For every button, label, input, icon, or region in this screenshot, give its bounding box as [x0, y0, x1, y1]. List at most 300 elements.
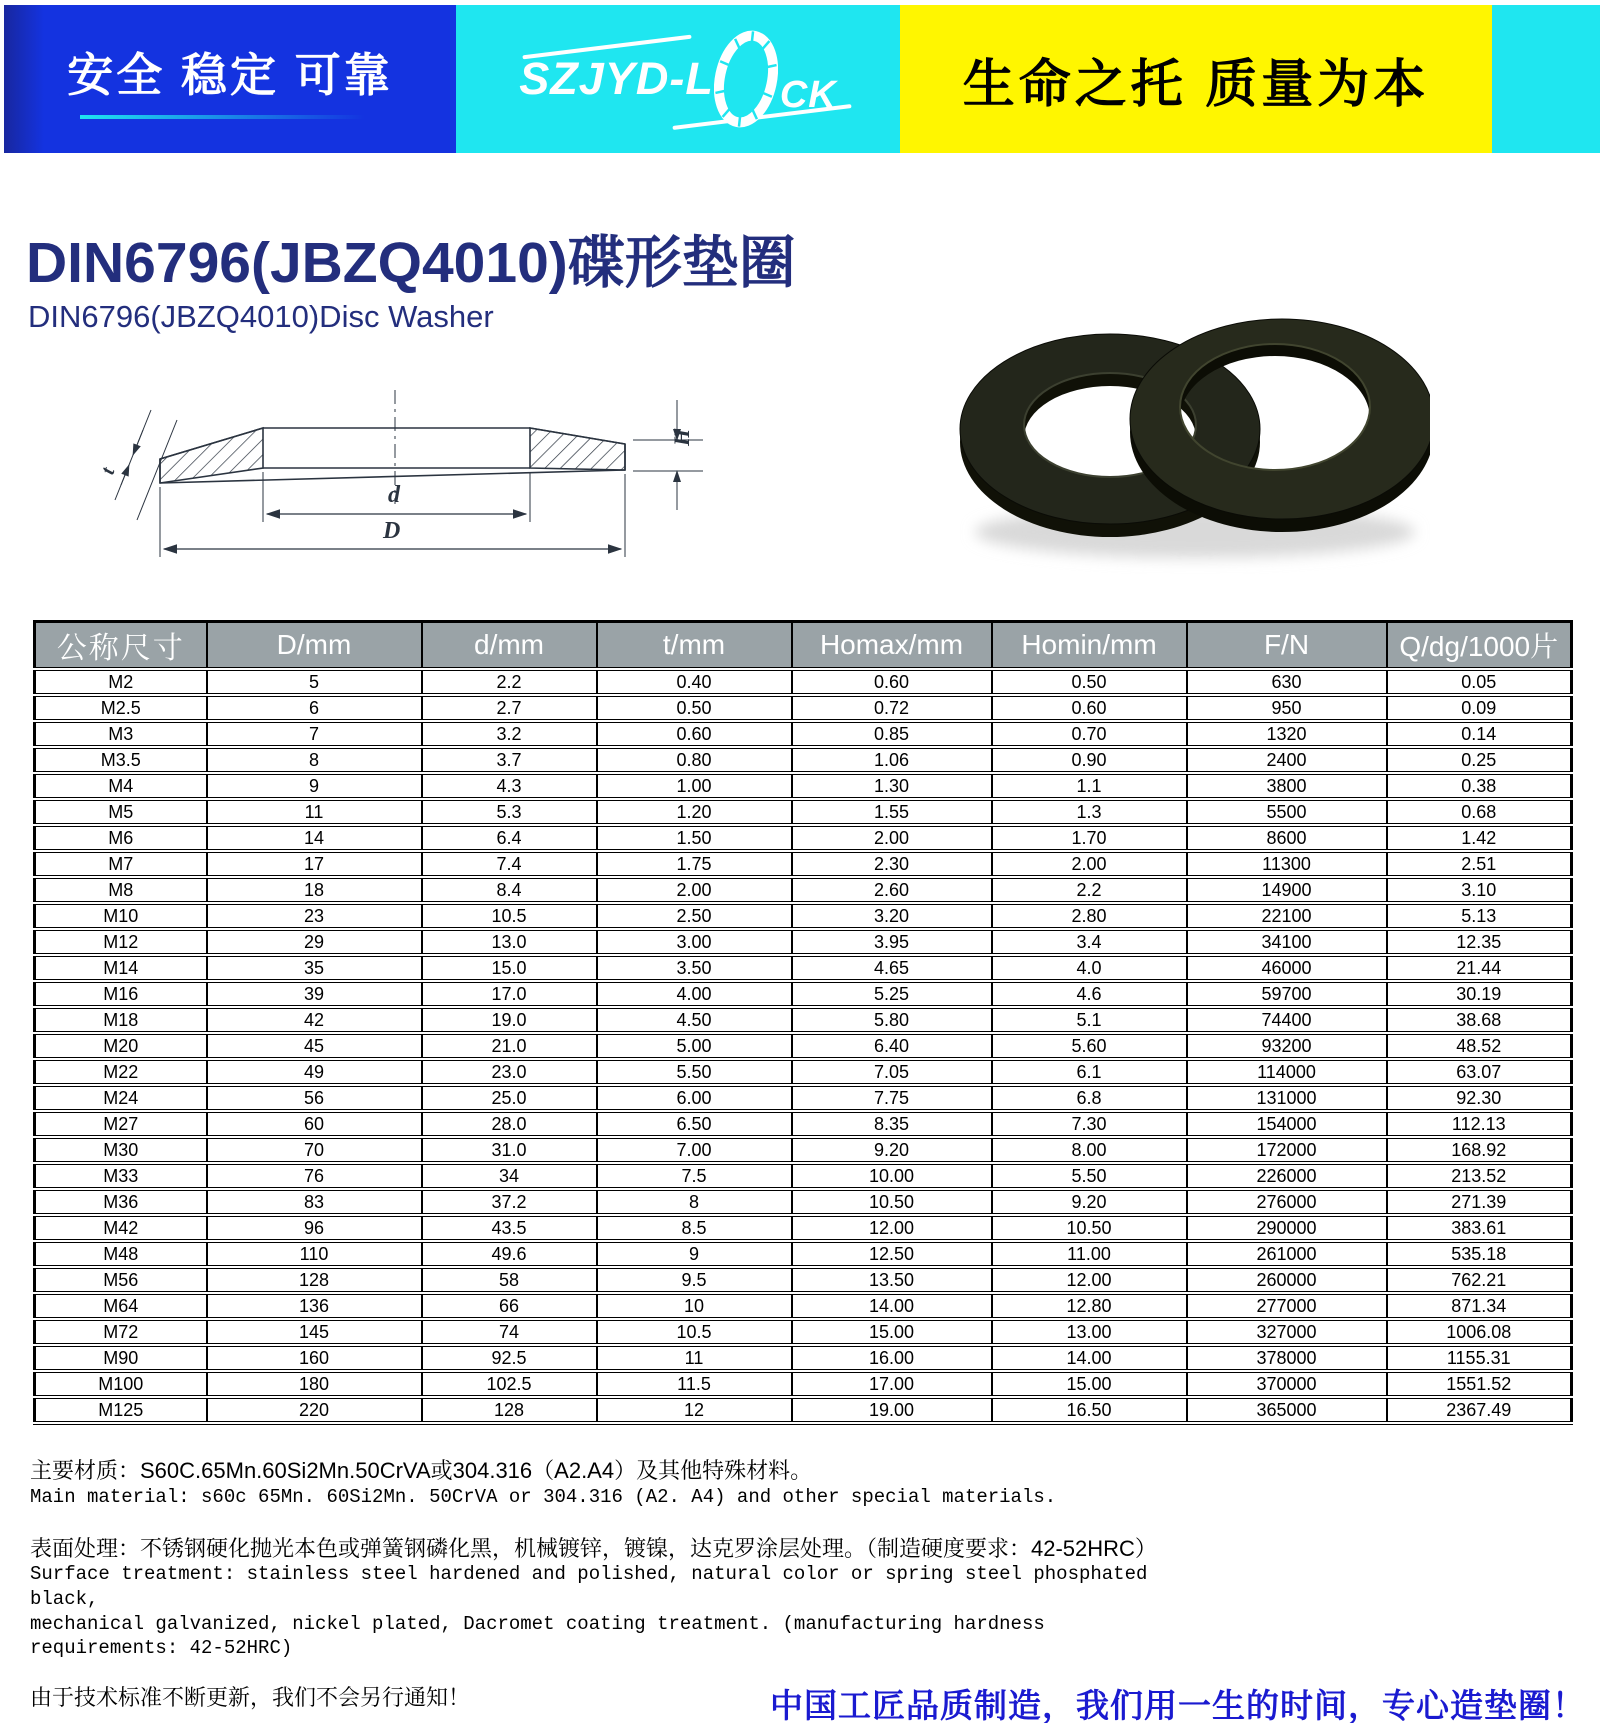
- table-cell: 76: [207, 1163, 422, 1189]
- table-cell: 21.44: [1387, 955, 1572, 981]
- table-row: [35, 1059, 1572, 1085]
- table-cell: 0.09: [1387, 695, 1572, 721]
- footer-slogan: 中国工匠品质制造，我们用一生的时间，专心造垫圈！: [770, 1687, 1586, 1723]
- table-cell: 0.60: [992, 695, 1187, 721]
- table-cell: 0.14: [1387, 721, 1572, 747]
- table-cell: 10: [597, 1293, 792, 1319]
- table-cell: 2367.49: [1387, 1397, 1572, 1423]
- table-cell: 93200: [1187, 1033, 1387, 1059]
- table-cell: 19.0: [422, 1007, 597, 1033]
- table-cell: 172000: [1187, 1137, 1387, 1163]
- table-cell: 5.60: [992, 1033, 1187, 1059]
- table-cell: 2.7: [422, 695, 597, 721]
- title-block: [26, 231, 796, 335]
- table-cell: M4: [35, 773, 207, 799]
- table-cell: 102.5: [422, 1371, 597, 1397]
- table-cell: 11: [207, 799, 422, 825]
- table-cell: 43.5: [422, 1215, 597, 1241]
- table-cell: 950: [1187, 695, 1387, 721]
- table-cell: 10.5: [422, 903, 597, 929]
- page-title-cn: DIN6796(JBZQ4010)碟形垫圈: [26, 231, 796, 295]
- table-cell: 0.40: [597, 669, 792, 695]
- table-row: [35, 1111, 1572, 1137]
- logo-text-right: CK: [779, 74, 837, 116]
- table-row: [35, 929, 1572, 955]
- table-cell: 6.1: [992, 1059, 1187, 1085]
- table-cell: 5: [207, 669, 422, 695]
- table-cell: 38.68: [1387, 1007, 1572, 1033]
- table-cell: M100: [35, 1371, 207, 1397]
- table-cell: 378000: [1187, 1345, 1387, 1371]
- table-row: [35, 1189, 1572, 1215]
- table-cell: 42: [207, 1007, 422, 1033]
- table-cell: 49.6: [422, 1241, 597, 1267]
- table-cell: 56: [207, 1085, 422, 1111]
- table-cell: 277000: [1187, 1293, 1387, 1319]
- table-cell: 3.4: [992, 929, 1187, 955]
- table-cell: 327000: [1187, 1319, 1387, 1345]
- table-cell: M7: [35, 851, 207, 877]
- dim-label-d: d: [388, 482, 400, 508]
- washer-icon: [714, 27, 778, 131]
- table-cell: 1.06: [792, 747, 992, 773]
- note-surface-cn: 表面处理：不锈钢硬化抛光本色或弹簧钢磷化黑，机械镀锌，镀镍，达克罗涂层处理。（制造硬度要求：42-52HRC）: [30, 1535, 1157, 1561]
- table-row: [35, 1007, 1572, 1033]
- table-cell: 0.38: [1387, 773, 1572, 799]
- table-cell: 10.5: [597, 1319, 792, 1345]
- table-cell: 5.3: [422, 799, 597, 825]
- table-cell: 6.8: [992, 1085, 1187, 1111]
- table-cell: M90: [35, 1345, 207, 1371]
- table-row: [35, 1137, 1572, 1163]
- table-cell: 12.00: [792, 1215, 992, 1241]
- table-cell: 17.0: [422, 981, 597, 1007]
- table-cell: 1551.52: [1387, 1371, 1572, 1397]
- table-cell: 112.13: [1387, 1111, 1572, 1137]
- table-cell: 11.5: [597, 1371, 792, 1397]
- table-cell: 17: [207, 851, 422, 877]
- table-cell: 17.00: [792, 1371, 992, 1397]
- table-cell: M42: [35, 1215, 207, 1241]
- table-cell: 11.00: [992, 1241, 1187, 1267]
- table-cell: 15.0: [422, 955, 597, 981]
- table-cell: 290000: [1187, 1215, 1387, 1241]
- table-cell: 1.20: [597, 799, 792, 825]
- note-surface-en2: mechanical galvanized, nickel plated, Dacromet coating treatment. (manufacturing hardness requirements: 42-52HRC): [30, 1612, 1045, 1660]
- table-cell: 10.00: [792, 1163, 992, 1189]
- table-cell: 2.50: [597, 903, 792, 929]
- table-row: [35, 825, 1572, 851]
- table-cell: 1320: [1187, 721, 1387, 747]
- table-cell: 0.68: [1387, 799, 1572, 825]
- table-cell: 5500: [1187, 799, 1387, 825]
- table-cell: 6: [207, 695, 422, 721]
- table-cell: 365000: [1187, 1397, 1387, 1423]
- table-cell: 2.00: [597, 877, 792, 903]
- table-cell: 0.90: [992, 747, 1187, 773]
- table-cell: 3.2: [422, 721, 597, 747]
- table-cell: 13.50: [792, 1267, 992, 1293]
- table-cell: 83: [207, 1189, 422, 1215]
- table-cell: M20: [35, 1033, 207, 1059]
- table-cell: 10.50: [992, 1215, 1187, 1241]
- table-cell: 28.0: [422, 1111, 597, 1137]
- table-cell: 14900: [1187, 877, 1387, 903]
- table-cell: 9: [597, 1241, 792, 1267]
- column-header: d/mm: [422, 622, 597, 670]
- table-cell: 39: [207, 981, 422, 1007]
- table-cell: 92.30: [1387, 1085, 1572, 1111]
- table-cell: 18: [207, 877, 422, 903]
- table-cell: 92.5: [422, 1345, 597, 1371]
- table-cell: 3.20: [792, 903, 992, 929]
- table-cell: 1.75: [597, 851, 792, 877]
- table-cell: 1006.08: [1387, 1319, 1572, 1345]
- table-cell: 8600: [1187, 825, 1387, 851]
- table-cell: 0.80: [597, 747, 792, 773]
- table-cell: 6.00: [597, 1085, 792, 1111]
- table-cell: 220: [207, 1397, 422, 1423]
- table-row: [35, 1033, 1572, 1059]
- table-cell: 271.39: [1387, 1189, 1572, 1215]
- banner-logo-block: [456, 5, 900, 153]
- table-cell: 136: [207, 1293, 422, 1319]
- table-cell: 4.65: [792, 955, 992, 981]
- table-cell: 70: [207, 1137, 422, 1163]
- table-cell: 261000: [1187, 1241, 1387, 1267]
- table-cell: 2.30: [792, 851, 992, 877]
- table-cell: 34: [422, 1163, 597, 1189]
- product-photo: [950, 308, 1430, 580]
- table-cell: 7: [207, 721, 422, 747]
- spec-table: [33, 620, 1573, 1425]
- table-cell: 0.72: [792, 695, 992, 721]
- table-cell: M56: [35, 1267, 207, 1293]
- column-header: F/N: [1187, 622, 1387, 670]
- table-cell: M8: [35, 877, 207, 903]
- table-cell: 11: [597, 1345, 792, 1371]
- table-cell: 63.07: [1387, 1059, 1572, 1085]
- table-cell: M2: [35, 669, 207, 695]
- table-row: [35, 981, 1572, 1007]
- table-cell: 14: [207, 825, 422, 851]
- table-cell: 48.52: [1387, 1033, 1572, 1059]
- table-cell: 15.00: [792, 1319, 992, 1345]
- table-cell: 1.1: [992, 773, 1187, 799]
- table-cell: 45: [207, 1033, 422, 1059]
- table-cell: M72: [35, 1319, 207, 1345]
- table-cell: 226000: [1187, 1163, 1387, 1189]
- table-cell: M10: [35, 903, 207, 929]
- table-cell: 0.50: [597, 695, 792, 721]
- table-cell: M48: [35, 1241, 207, 1267]
- table-cell: 66: [422, 1293, 597, 1319]
- table-cell: 16.50: [992, 1397, 1187, 1423]
- table-cell: 3.7: [422, 747, 597, 773]
- table-cell: 110: [207, 1241, 422, 1267]
- table-cell: 0.70: [992, 721, 1187, 747]
- table-cell: 762.21: [1387, 1267, 1572, 1293]
- table-cell: 10.50: [792, 1189, 992, 1215]
- table-row: [35, 1371, 1572, 1397]
- table-cell: 4.00: [597, 981, 792, 1007]
- table-cell: 7.05: [792, 1059, 992, 1085]
- table-cell: 0.50: [992, 669, 1187, 695]
- table-cell: 0.25: [1387, 747, 1572, 773]
- page-title-en: DIN6796(JBZQ4010)Disc Washer: [28, 298, 494, 334]
- brand-logo: [519, 27, 836, 131]
- column-header: t/mm: [597, 622, 792, 670]
- banner-right-block: [900, 5, 1492, 153]
- table-cell: 14.00: [792, 1293, 992, 1319]
- table-cell: 2.2: [992, 877, 1187, 903]
- table-cell: 23: [207, 903, 422, 929]
- table-cell: 13.00: [992, 1319, 1187, 1345]
- table-row: [35, 695, 1572, 721]
- table-cell: 7.30: [992, 1111, 1187, 1137]
- table-cell: 168.92: [1387, 1137, 1572, 1163]
- table-row: [35, 799, 1572, 825]
- table-cell: 23.0: [422, 1059, 597, 1085]
- note-material-en: Main material: s60c 65Mn. 60Si2Mn. 50CrVA or 304.316 (A2. A4) and other special materials.: [30, 1485, 1057, 1508]
- table-cell: M3: [35, 721, 207, 747]
- table-cell: 5.50: [597, 1059, 792, 1085]
- table-cell: 58: [422, 1267, 597, 1293]
- technical-drawing: [85, 352, 715, 570]
- banner-underline-decoration: [80, 115, 380, 119]
- banner-left-slogan: 安全 稳定 可靠: [67, 49, 393, 101]
- column-header: Homax/mm: [792, 622, 992, 670]
- table-row: [35, 1397, 1572, 1423]
- table-cell: 5.25: [792, 981, 992, 1007]
- table-cell: 1.55: [792, 799, 992, 825]
- table-cell: 5.1: [992, 1007, 1187, 1033]
- table-row: [35, 1345, 1572, 1371]
- table-cell: 1.70: [992, 825, 1187, 851]
- table-cell: 2.2: [422, 669, 597, 695]
- table-cell: 74: [422, 1319, 597, 1345]
- table-cell: 154000: [1187, 1111, 1387, 1137]
- table-cell: M22: [35, 1059, 207, 1085]
- table-cell: 37.2: [422, 1189, 597, 1215]
- table-cell: 535.18: [1387, 1241, 1572, 1267]
- table-cell: M16: [35, 981, 207, 1007]
- table-cell: 8.00: [992, 1137, 1187, 1163]
- table-row: [35, 851, 1572, 877]
- table-cell: 4.50: [597, 1007, 792, 1033]
- logo-text-left: SZJYD-L: [519, 53, 714, 104]
- table-row: [35, 1319, 1572, 1345]
- table-cell: 96: [207, 1215, 422, 1241]
- table-cell: 25.0: [422, 1085, 597, 1111]
- table-cell: 114000: [1187, 1059, 1387, 1085]
- table-row: [35, 1267, 1572, 1293]
- table-cell: 6.50: [597, 1111, 792, 1137]
- table-cell: 9.20: [792, 1137, 992, 1163]
- table-cell: 49: [207, 1059, 422, 1085]
- table-cell: 630: [1187, 669, 1387, 695]
- table-cell: M2.5: [35, 695, 207, 721]
- table-row: [35, 1085, 1572, 1111]
- table-cell: 16.00: [792, 1345, 992, 1371]
- table-cell: 1.3: [992, 799, 1187, 825]
- table-cell: 29: [207, 929, 422, 955]
- table-cell: 12.00: [992, 1267, 1187, 1293]
- table-cell: 1.30: [792, 773, 992, 799]
- notes-block: [30, 1458, 1180, 1712]
- table-cell: 4.6: [992, 981, 1187, 1007]
- table-cell: 15.00: [992, 1371, 1187, 1397]
- table-row: [35, 773, 1572, 799]
- table-cell: 14.00: [992, 1345, 1187, 1371]
- table-cell: 12: [597, 1397, 792, 1423]
- table-cell: 370000: [1187, 1371, 1387, 1397]
- table-cell: 0.05: [1387, 669, 1572, 695]
- table-cell: 213.52: [1387, 1163, 1572, 1189]
- table-cell: 60: [207, 1111, 422, 1137]
- table-cell: 2.00: [792, 825, 992, 851]
- table-cell: 35: [207, 955, 422, 981]
- table-row: [35, 1215, 1572, 1241]
- table-cell: M14: [35, 955, 207, 981]
- table-cell: 180: [207, 1371, 422, 1397]
- table-row: [35, 955, 1572, 981]
- table-cell: M125: [35, 1397, 207, 1423]
- table-cell: 9.20: [992, 1189, 1187, 1215]
- table-cell: 5.80: [792, 1007, 992, 1033]
- table-cell: 1.00: [597, 773, 792, 799]
- table-cell: 3.50: [597, 955, 792, 981]
- table-cell: 3.10: [1387, 877, 1572, 903]
- table-cell: 7.5: [597, 1163, 792, 1189]
- table-row: [35, 669, 1572, 695]
- column-header: Q/dg/1000片: [1387, 622, 1572, 670]
- table-cell: 3800: [1187, 773, 1387, 799]
- table-cell: 19.00: [792, 1397, 992, 1423]
- table-row: [35, 1293, 1572, 1319]
- table-cell: M6: [35, 825, 207, 851]
- table-cell: 128: [422, 1397, 597, 1423]
- table-cell: 30.19: [1387, 981, 1572, 1007]
- table-cell: 160: [207, 1345, 422, 1371]
- table-cell: 2400: [1187, 747, 1387, 773]
- table-cell: 2.60: [792, 877, 992, 903]
- table-row: [35, 747, 1572, 773]
- dim-label-H: H: [669, 428, 694, 446]
- note-material-cn: 主要材质：S60C.65Mn.60Si2Mn.50CrVA或304.316（A2.A4）及其他特殊材料。: [30, 1458, 813, 1483]
- table-cell: 11300: [1187, 851, 1387, 877]
- table-cell: M36: [35, 1189, 207, 1215]
- table-cell: M64: [35, 1293, 207, 1319]
- table-cell: 46000: [1187, 955, 1387, 981]
- table-cell: M18: [35, 1007, 207, 1033]
- table-header-row: [35, 622, 1572, 670]
- table-cell: 4.0: [992, 955, 1187, 981]
- table-cell: 0.60: [792, 669, 992, 695]
- column-header: Homin/mm: [992, 622, 1187, 670]
- table-cell: 9.5: [597, 1267, 792, 1293]
- table-cell: 5.50: [992, 1163, 1187, 1189]
- table-row: [35, 877, 1572, 903]
- table-cell: 383.61: [1387, 1215, 1572, 1241]
- column-header: D/mm: [207, 622, 422, 670]
- table-cell: 3.00: [597, 929, 792, 955]
- table-cell: 7.4: [422, 851, 597, 877]
- table-cell: 871.34: [1387, 1293, 1572, 1319]
- table-cell: 74400: [1187, 1007, 1387, 1033]
- table-cell: M3.5: [35, 747, 207, 773]
- table-cell: M33: [35, 1163, 207, 1189]
- table-row: [35, 1241, 1572, 1267]
- table-cell: 2.51: [1387, 851, 1572, 877]
- table-cell: 7.75: [792, 1085, 992, 1111]
- table-cell: 7.00: [597, 1137, 792, 1163]
- note-surface-en1: Surface treatment: stainless steel hardened and polished, natural color or spring steel phosphated black,: [30, 1563, 1148, 1611]
- table-cell: 2.00: [992, 851, 1187, 877]
- table-cell: 12.35: [1387, 929, 1572, 955]
- table-cell: 31.0: [422, 1137, 597, 1163]
- table-cell: 9: [207, 773, 422, 799]
- table-cell: 1.42: [1387, 825, 1572, 851]
- table-cell: 8.35: [792, 1111, 992, 1137]
- table-cell: 5.00: [597, 1033, 792, 1059]
- note-update: 由于技术标准不断更新，我们不会另行通知！: [30, 1685, 471, 1711]
- table-cell: 131000: [1187, 1085, 1387, 1111]
- table-cell: 0.60: [597, 721, 792, 747]
- banner-cyan-strip: [1492, 5, 1600, 153]
- banner-left-block: [4, 5, 456, 153]
- table-cell: 21.0: [422, 1033, 597, 1059]
- table-cell: 8.5: [597, 1215, 792, 1241]
- table-cell: 5.13: [1387, 903, 1572, 929]
- table-row: [35, 903, 1572, 929]
- table-cell: 128: [207, 1267, 422, 1293]
- table-cell: 8: [597, 1189, 792, 1215]
- table-row: [35, 721, 1572, 747]
- table-cell: 4.3: [422, 773, 597, 799]
- table-cell: 8: [207, 747, 422, 773]
- banner-right-slogan: 生命之托 质量为本: [962, 55, 1430, 114]
- table-cell: 6.4: [422, 825, 597, 851]
- table-cell: M27: [35, 1111, 207, 1137]
- table-cell: M12: [35, 929, 207, 955]
- table-cell: 13.0: [422, 929, 597, 955]
- table-cell: M30: [35, 1137, 207, 1163]
- table-cell: 1155.31: [1387, 1345, 1572, 1371]
- table-cell: 59700: [1187, 981, 1387, 1007]
- table-cell: M5: [35, 799, 207, 825]
- table-cell: 276000: [1187, 1189, 1387, 1215]
- table-cell: 1.50: [597, 825, 792, 851]
- table-body: [35, 669, 1572, 1423]
- table-row: [35, 1163, 1572, 1189]
- table-cell: 6.40: [792, 1033, 992, 1059]
- table-cell: 260000: [1187, 1267, 1387, 1293]
- table-cell: 145: [207, 1319, 422, 1345]
- column-header: 公称尺寸: [35, 622, 207, 670]
- table-cell: 22100: [1187, 903, 1387, 929]
- dim-label-t: t: [96, 465, 120, 478]
- table-cell: 0.85: [792, 721, 992, 747]
- table-cell: 8.4: [422, 877, 597, 903]
- table-cell: 3.95: [792, 929, 992, 955]
- dim-label-D: D: [383, 518, 401, 544]
- table-cell: M24: [35, 1085, 207, 1111]
- top-banner: [4, 5, 1600, 153]
- table-cell: 12.50: [792, 1241, 992, 1267]
- table-cell: 2.80: [992, 903, 1187, 929]
- table-cell: 34100: [1187, 929, 1387, 955]
